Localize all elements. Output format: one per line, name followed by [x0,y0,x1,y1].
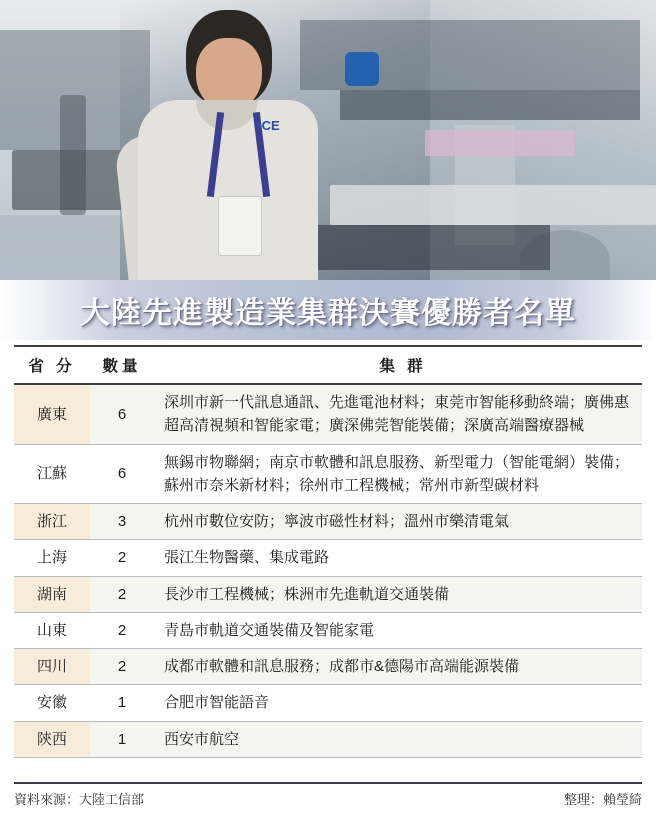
source-note: 資料來源：大陸工信部 [14,792,145,807]
table-header-row [14,346,642,384]
worker-id-badge [218,196,262,256]
machine-beam [340,90,640,120]
table-row [14,576,642,612]
page-title: 大陸先進製造業集群決賽優勝者名單 [80,297,576,330]
uniform-logo: ICE [258,118,280,133]
cell-cluster: 西安市航空 [154,721,642,757]
table-head [14,346,642,384]
cell-province: 湖南 [14,576,90,612]
data-table [14,345,642,758]
cell-cluster: 成都市軟體和訊息服務；成都市&德陽市高端能源裝備 [154,649,642,685]
cell-province: 廣東 [14,384,90,444]
cell-cluster: 杭州市數位安防；寧波市磁性材料；溫州市樂清電氣 [154,504,642,540]
header-photo [0,0,656,295]
machine-blue-marker [345,52,379,86]
cell-count: 2 [90,540,154,576]
cell-count: 2 [90,649,154,685]
cell-cluster: 深圳市新一代訊息通訊、先進電池材料；東莞市智能移動終端；廣佛惠超高清視頻和智能家電；廣深佛莞智能裝備；深廣高端醫療器械 [154,384,642,444]
cell-cluster: 無錫市物聯網；南京市軟體和訊息服務、新型電力（智能電網）裝備；蘇州市奈米新材料；徐州市工程機械；常州市新型碳材料 [154,444,642,504]
cell-cluster: 青島市軌道交通裝備及智能家電 [154,612,642,648]
cell-count: 1 [90,721,154,757]
cell-province: 江蘇 [14,444,90,504]
header-cluster: 集 群 [154,346,642,384]
cell-count: 3 [90,504,154,540]
cell-province: 上海 [14,540,90,576]
cell-province: 陝西 [14,721,90,757]
machine-conveyor [330,185,656,225]
cell-province: 浙江 [14,504,90,540]
cell-province: 四川 [14,649,90,685]
header-province: 省 分 [14,346,90,384]
cell-count: 2 [90,576,154,612]
footer [14,782,642,808]
cell-cluster: 合肥市智能語音 [154,685,642,721]
table-row [14,721,642,757]
machine-pink-strip [425,130,575,156]
table-row [14,444,642,504]
cell-count: 6 [90,384,154,444]
cell-province: 安徽 [14,685,90,721]
cell-province: 山東 [14,612,90,648]
cell-count: 6 [90,444,154,504]
cell-cluster: 張江生物醫藥、集成電路 [154,540,642,576]
header-count: 數量 [90,346,154,384]
table-row [14,384,642,444]
table-row [14,685,642,721]
table-row [14,540,642,576]
table-row [14,504,642,540]
table-row [14,649,642,685]
table-row [14,612,642,648]
data-table-wrapper [14,345,642,758]
cell-count: 1 [90,685,154,721]
cell-count: 2 [90,612,154,648]
cell-cluster: 長沙市工程機械；株洲市先進軌道交通裝備 [154,576,642,612]
credit-note: 整理：賴瑩綺 [563,792,642,807]
table-body [14,384,642,757]
